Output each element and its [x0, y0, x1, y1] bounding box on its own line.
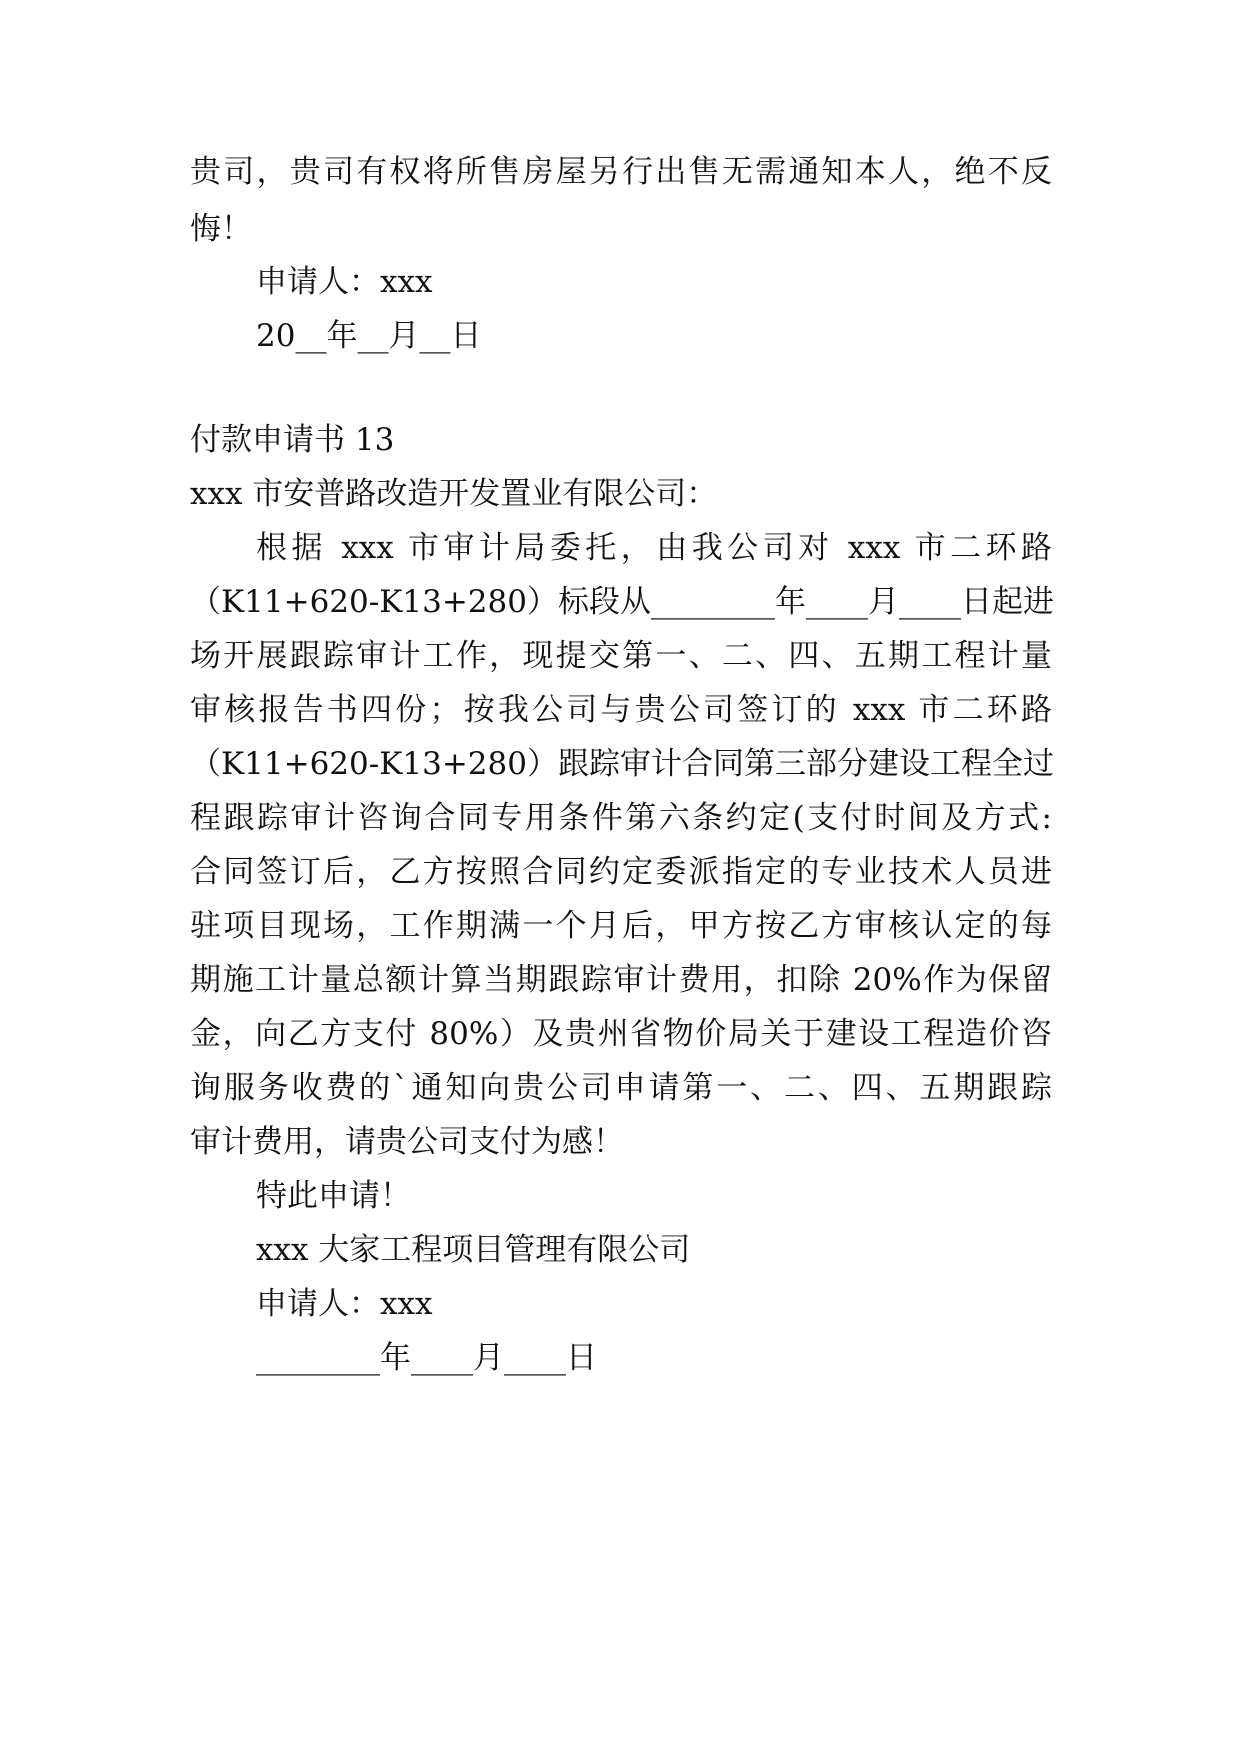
body-line-11: 询服务收费的`通知向贵公司申请第一、二、四、五期跟踪 — [190, 1070, 1052, 1106]
previous-applicant: 申请人：xxx — [256, 264, 433, 300]
body-line-8: 驻项目现场，工作期满一个月后，甲方按乙方审核认定的每 — [190, 908, 1052, 944]
body-line-12: 审计费用，请贵公司支付为感！ — [190, 1124, 624, 1160]
addressee: xxx 市安普路改造开发置业有限公司： — [190, 476, 718, 512]
continuation-line-2: 悔！ — [190, 211, 252, 247]
body-line-6: 程跟踪审计咨询合同专用条件第六条约定(支付时间及方式: — [190, 800, 1052, 836]
previous-date: 20__年__月__日 — [256, 318, 482, 354]
section-title: 付款申请书 13 — [190, 422, 395, 458]
closing: 特此申请！ — [256, 1178, 411, 1214]
body-line-2: （K11+620-K13+280）标段从________年____月____日起进 — [190, 584, 1054, 620]
body-line-1: 根据 xxx 市审计局委托，由我公司对 xxx 市二环路 — [256, 530, 1052, 566]
body-line-10: 金，向乙方支付 80%）及贵州省物价局关于建设工程造价咨 — [190, 1016, 1052, 1052]
body-line-7: 合同签订后，乙方按照合同约定委派指定的专业技术人员进 — [190, 854, 1052, 890]
date-line: ________年____月____日 — [256, 1340, 597, 1376]
body-line-4: 审核报告书四份；按我公司与贵公司签订的 xxx 市二环路 — [190, 692, 1052, 728]
body-line-3: 场开展跟踪审计工作，现提交第一、二、四、五期工程计量 — [190, 638, 1052, 674]
continuation-line-1: 贵司，贵司有权将所售房屋另行出售无需通知本人，绝不反 — [190, 154, 1052, 190]
body-line-9: 期施工计量总额计算当期跟踪审计费用，扣除 20%作为保留 — [190, 962, 1052, 998]
company-name: xxx 大家工程项目管理有限公司 — [256, 1232, 691, 1268]
body-line-5: （K11+620-K13+280）跟踪审计合同第三部分建设工程全过 — [190, 746, 1054, 782]
applicant: 申请人：xxx — [256, 1286, 433, 1322]
